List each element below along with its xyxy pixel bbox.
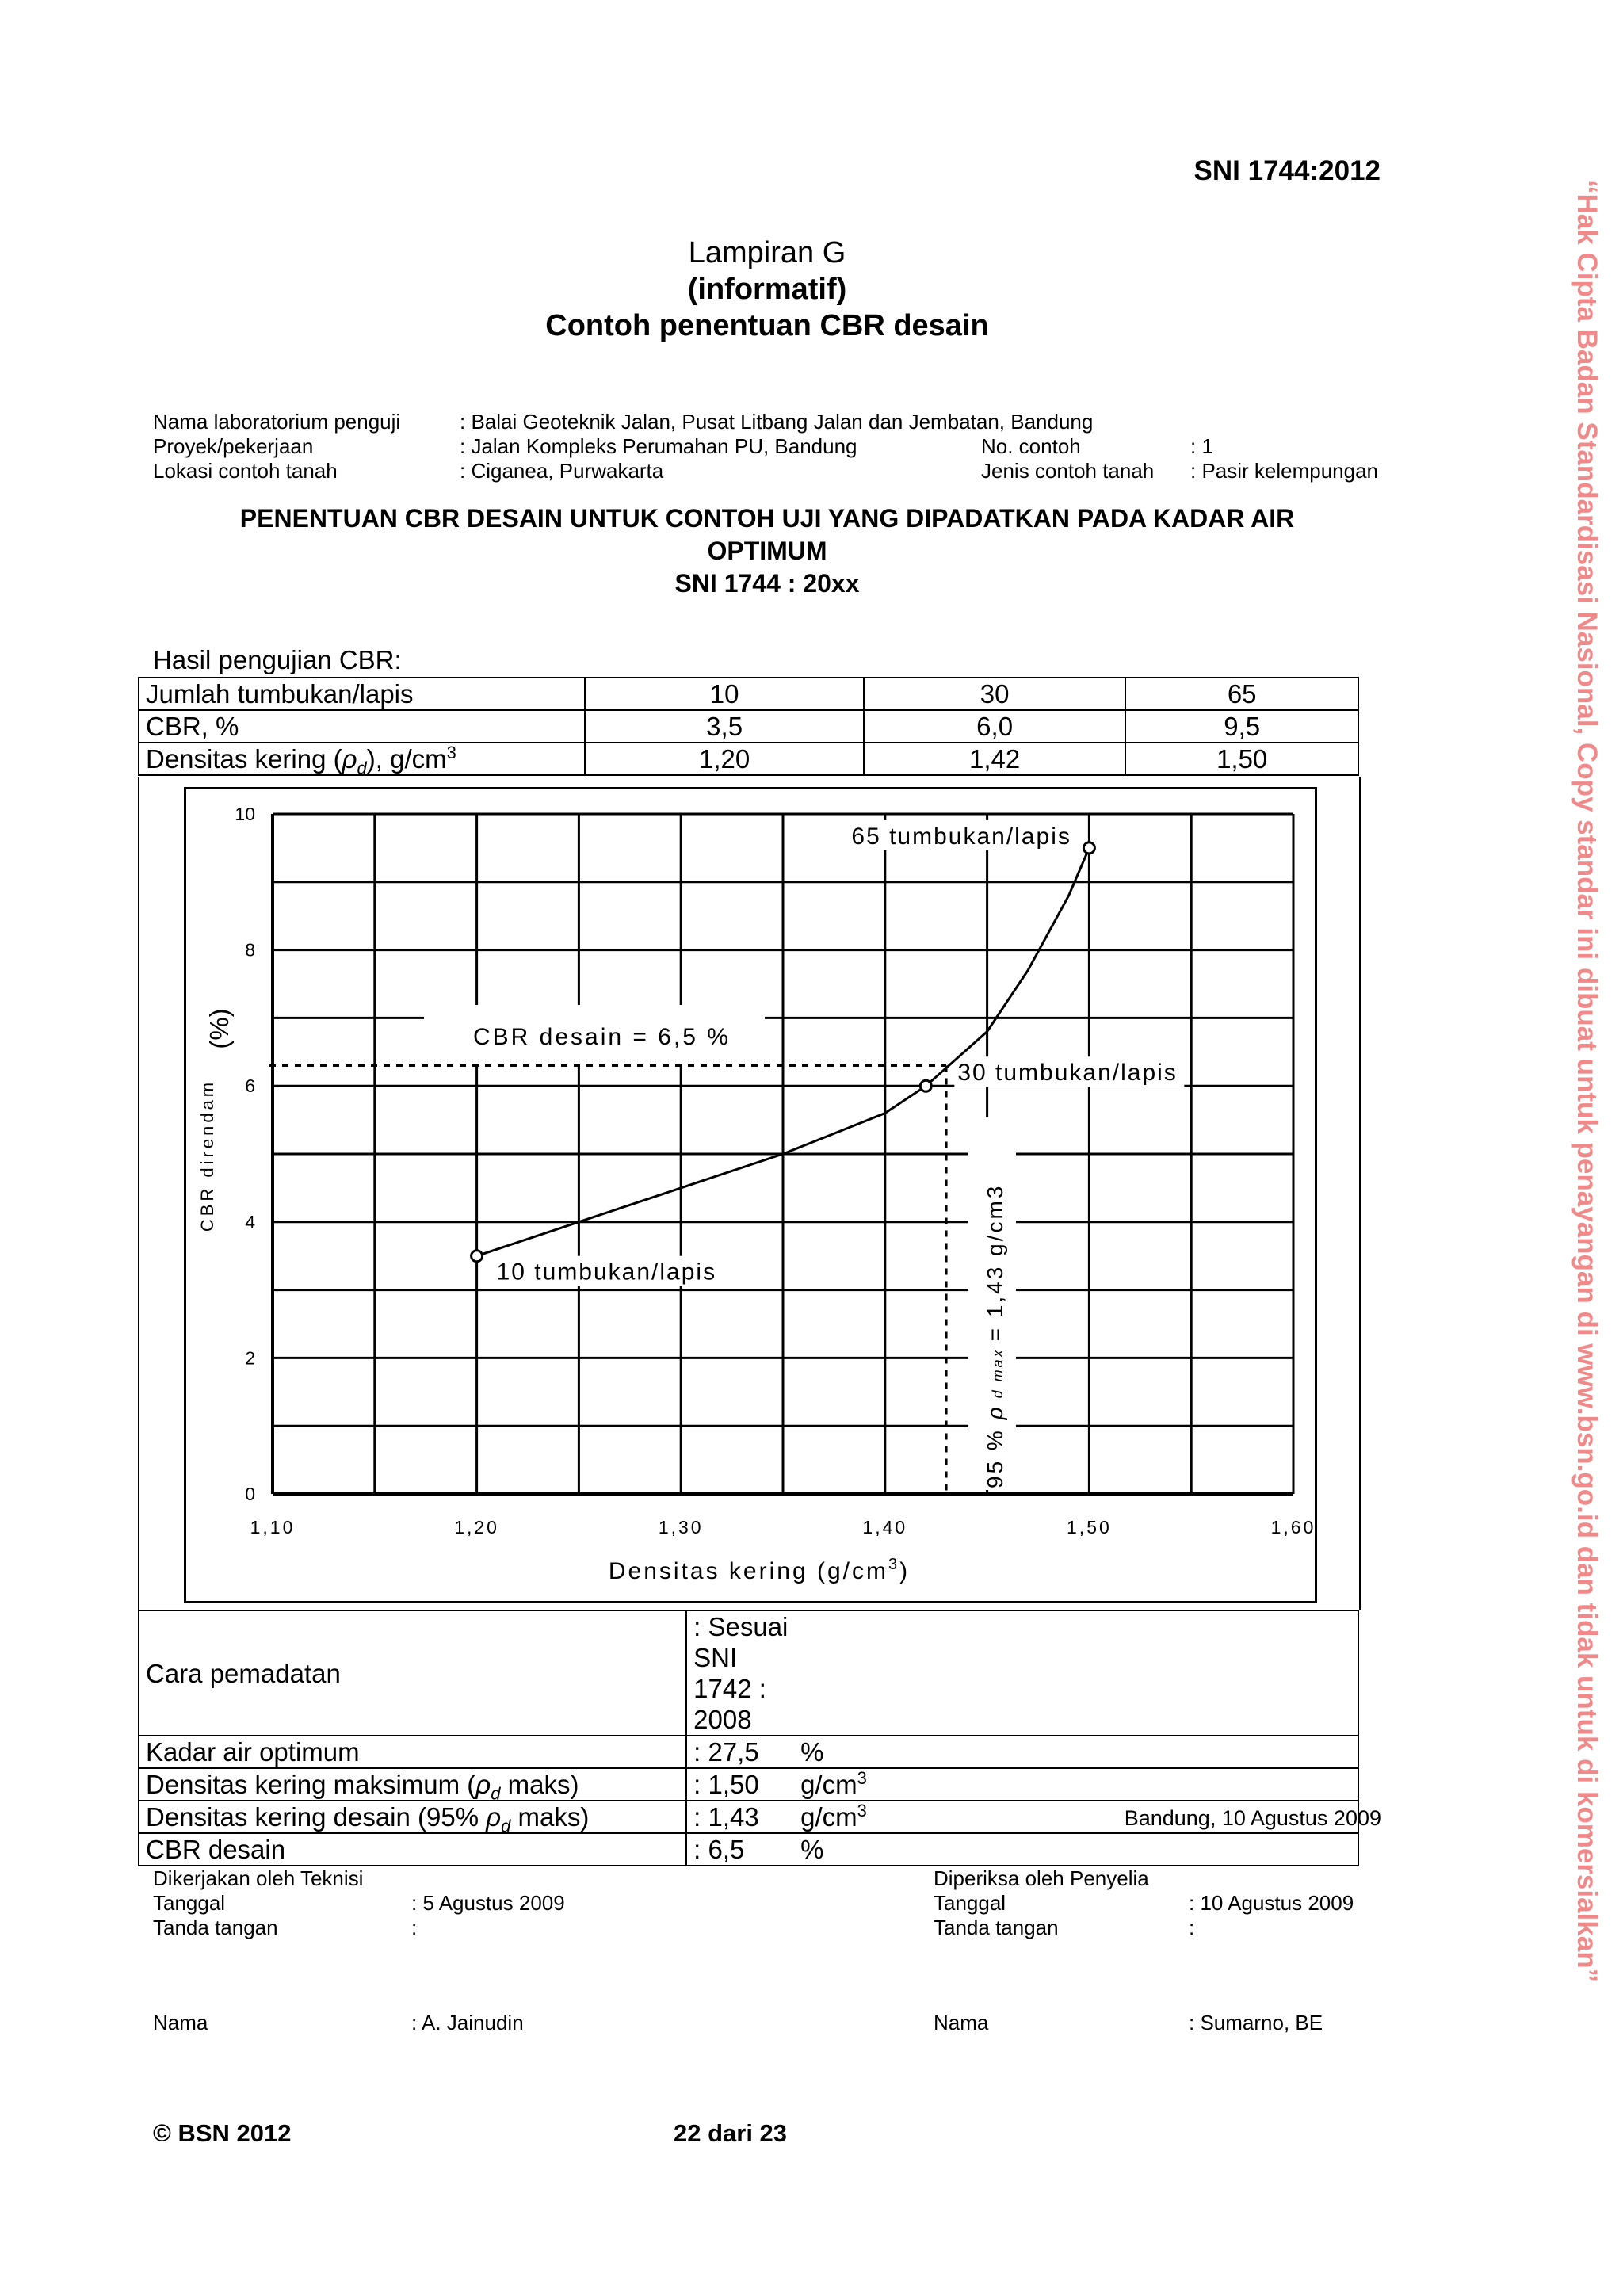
- summary-value: : 1,43 $g/cm^3$: [686, 1801, 1358, 1833]
- appendix-subject: Contoh penentuan CBR desain: [545, 309, 989, 342]
- blows-30: 30: [864, 678, 1126, 710]
- blows-label: Jumlah tumbukan/lapis: [139, 678, 585, 710]
- soil-type-label: Jenis contoh tanah: [981, 459, 1155, 483]
- data-point: [920, 1080, 931, 1091]
- point-label: 65 tumbukan/lapis: [851, 823, 1071, 850]
- worker-date-label: Tanggal: [153, 1891, 226, 1915]
- x-tick-label: 1,20: [454, 1517, 499, 1538]
- worker-date-value: : 5 Agustus 2009: [411, 1891, 565, 1915]
- summary-value: : 27,5 %: [686, 1736, 1358, 1768]
- results-label: Hasil pengujian CBR:: [153, 645, 402, 674]
- signature-left-values: [411, 1891, 565, 1940]
- cbr-30: 6,0: [864, 710, 1126, 743]
- cbr-design-label: CBR desain = 6,5 %: [473, 1024, 731, 1050]
- appendix-type: (informatif): [687, 273, 847, 306]
- heading-line-1: PENENTUAN CBR DESAIN UNTUK CONTOH UJI YANG DIPADATKAN PADA KADAR AIR: [239, 504, 1295, 533]
- summary-value: : 1,50 $g/cm^3$: [686, 1768, 1358, 1801]
- y-axis-label: CBR direndam: [197, 1079, 217, 1232]
- summary-label: CBR desain: [139, 1833, 686, 1866]
- x-axis-label: Densitas kering $(g/cm^3)$: [608, 1556, 911, 1584]
- summary-value: : 6,5 %: [686, 1833, 1358, 1866]
- y-axis-unit: (%): [204, 1008, 234, 1049]
- heading-line-3: SNI 1744 : 20xx: [674, 569, 860, 598]
- project-label: Proyek/pekerjaan: [153, 434, 314, 458]
- place-date: Bandung, 10 Agustus 2009: [1124, 1806, 1381, 1830]
- density-65: 1,50: [1125, 743, 1358, 775]
- location-value: : Ciganea, Purwakarta: [460, 459, 664, 483]
- cbr-65: 9,5: [1125, 710, 1358, 743]
- table-row: [139, 1833, 1358, 1866]
- supervisor-date-label: Tanggal: [934, 1891, 1006, 1915]
- copyright: © BSN 2012: [153, 2119, 292, 2147]
- sample-no-value: : 1: [1190, 434, 1213, 458]
- x-tick-label: 1,40: [862, 1517, 908, 1538]
- lab-label: Nama laboratorium penguji: [153, 410, 401, 434]
- summary-label: Densitas kering desain (95% $\rho_d$ maks): [139, 1801, 686, 1833]
- cbr-10: 3,5: [585, 710, 863, 743]
- location-label: Lokasi contoh tanah: [153, 459, 338, 483]
- appendix-title: Lampiran G: [688, 236, 846, 269]
- signature-right: [934, 1866, 1149, 1940]
- cbr-label: CBR, %: [139, 710, 585, 743]
- supervisor-title: Diperiksa oleh Penyelia: [934, 1866, 1149, 1890]
- heading-line-2: OPTIMUM: [707, 537, 827, 565]
- signature-left: [153, 1866, 363, 1940]
- data-point: [472, 1251, 483, 1262]
- design-density-label: 95 % ρ d max = 1,43 g/cm3: [983, 1183, 1007, 1488]
- density-30: 1,42: [864, 743, 1126, 775]
- signature-right-values: [1189, 1891, 1354, 1940]
- summary-label: Cara pemadatan: [139, 1610, 686, 1736]
- chart-annotations: [269, 820, 1184, 1494]
- worker-title: Dikerjakan oleh Teknisi: [153, 1866, 364, 1890]
- x-tick-label: 1,10: [250, 1517, 296, 1538]
- density-10: 1,20: [585, 743, 863, 775]
- x-tick-label: 1,60: [1270, 1517, 1316, 1538]
- y-tick-label: 10: [235, 804, 255, 824]
- sample-no-label: No. contoh: [981, 434, 1081, 458]
- x-tick-label: 1,30: [658, 1517, 704, 1538]
- page-number: 22 dari 23: [674, 2119, 788, 2147]
- summary-label: Densitas kering maksimum ($\rho_d$ maks): [139, 1768, 686, 1801]
- y-tick-label: 8: [245, 939, 255, 961]
- project-value: : Jalan Kompleks Perumahan PU, Bandung: [460, 434, 857, 458]
- lab-value: : Balai Geoteknik Jalan, Pusat Litbang Jalan dan Jembatan, Bandung: [460, 410, 1094, 434]
- supervisor-name-value: : Sumarno, BE: [1189, 2011, 1323, 2034]
- blows-65: 65: [1125, 678, 1358, 710]
- data-point: [1083, 842, 1094, 854]
- blows-10: 10: [585, 678, 863, 710]
- summary-label: Kadar air optimum: [139, 1736, 686, 1768]
- chart-tick-labels: [197, 804, 1316, 1584]
- point-label: 10 tumbukan/lapis: [496, 1259, 717, 1286]
- worker-sign-label: Tanda tangan: [153, 1916, 278, 1939]
- document-id: SNI 1744:2012: [1193, 155, 1381, 186]
- soil-type-value: : Pasir kelempungan: [1190, 459, 1379, 483]
- x-tick-label: 1,50: [1067, 1517, 1112, 1538]
- y-tick-label: 2: [245, 1347, 255, 1369]
- y-tick-label: 6: [245, 1075, 255, 1097]
- y-tick-label: 0: [245, 1484, 255, 1504]
- point-label: 30 tumbukan/lapis: [957, 1060, 1178, 1087]
- supervisor-name-label: Nama: [934, 2011, 989, 2034]
- table-row: [139, 1736, 1358, 1768]
- density-label: Densitas kering $(\rho_d)$, $g/cm^3$: [139, 743, 585, 775]
- supervisor-sign-value: :: [1189, 1916, 1195, 1939]
- worker-name-label: Nama: [153, 2011, 208, 2034]
- supervisor-sign-label: Tanda tangan: [934, 1916, 1059, 1939]
- worker-name-value: : A. Jainudin: [411, 2011, 524, 2034]
- summary-value: : Sesuai SNI 1742 : 2008: [686, 1610, 1358, 1736]
- copyright-watermark: “Hak Cipta Badan Standardisasi Nasional, Copy standar ini dibuat untuk penayangan di www.bsn.go.id dan tidak untuk di komersialkan”: [1571, 180, 1602, 1983]
- worker-sign-value: :: [411, 1916, 418, 1939]
- y-tick-label: 4: [245, 1211, 255, 1232]
- supervisor-date-value: : 10 Agustus 2009: [1189, 1891, 1354, 1915]
- table-row: [139, 1610, 1358, 1736]
- table-row: [139, 1768, 1358, 1801]
